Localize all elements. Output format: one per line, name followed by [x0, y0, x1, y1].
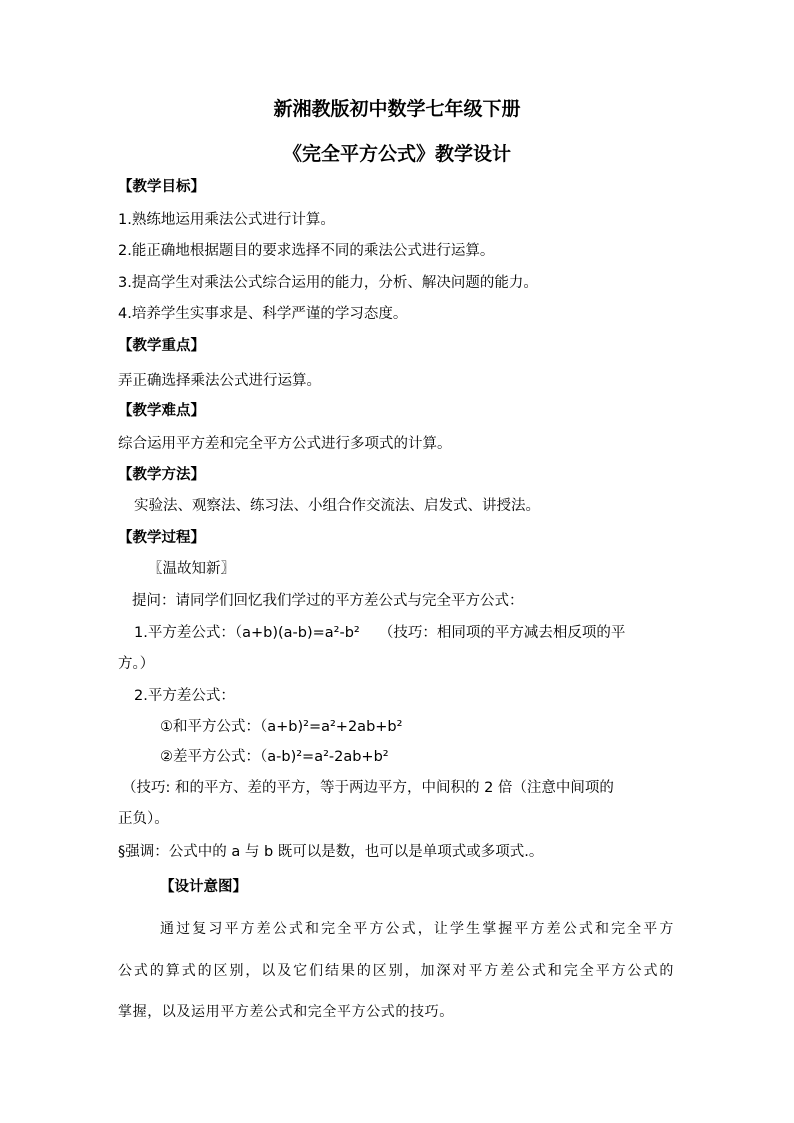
document-title: 新湘教版初中数学七年级下册 — [273, 98, 521, 120]
review-subtitle: 〖温故知新〗 — [148, 561, 235, 577]
difficulties-text: 综合运用平方差和完全平方公式进行多项式的计算。 — [118, 436, 452, 452]
document-subtitle: 《完全平方公式》教学设计 — [282, 143, 511, 165]
section-heading-objectives: 【教学目标】 — [118, 179, 205, 195]
formula-tip-continued: 正负）。 — [118, 811, 169, 827]
design-intent-line: 公式的算式的区别，以及它们结果的区别，加深对平方差公式和完全平方公式的 — [118, 963, 674, 979]
section-heading-design-intent: 【设计意图】 — [160, 878, 247, 895]
formula-item-1-continued: 方。） — [118, 656, 155, 672]
design-intent-line: 通过复习平方差公式和完全平方公式，让学生掌握平方差公式和完全平方 — [160, 921, 674, 937]
objective-item: 4.培养学生实事求是、科学严谨的学习态度。 — [118, 306, 408, 322]
section-heading-key-points: 【教学重点】 — [118, 338, 205, 354]
formula-item-1: 1.平方差公式：（a+b)(a-b)=a²-b² （技巧：相同项的平方减去相反项的平 — [134, 625, 626, 641]
design-intent-line: 掌握，以及运用平方差公式和完全平方公式的技巧。 — [118, 1004, 454, 1020]
section-heading-process: 【教学过程】 — [118, 530, 205, 546]
formula-item-2: 2.平方差公式： — [134, 688, 235, 704]
emphasis-note: §强调：公式中的 a 与 b 既可以是数，也可以是单项式或多项式.。 — [118, 844, 544, 860]
formula-square-of-sum: ①和平方公式：（a+b)²=a²+2ab+b² — [160, 719, 403, 735]
section-heading-difficulties: 【教学难点】 — [118, 403, 205, 419]
review-question: 提问：请同学们回忆我们学过的平方差公式与完全平方公式： — [132, 593, 524, 609]
key-points-text: 弄正确选择乘法公式进行运算。 — [118, 373, 321, 389]
objective-item: 1.熟练地运用乘法公式进行计算。 — [118, 212, 335, 228]
section-heading-methods: 【教学方法】 — [118, 467, 205, 483]
methods-text: 实验法、观察法、练习法、小组合作交流法、启发式、讲授法。 — [134, 498, 540, 514]
formula-tip: （技巧: 和的平方、差的平方，等于两边平方，中间积的 2 倍（注意中间项的 — [122, 780, 614, 796]
objective-item: 3.提高学生对乘法公式综合运用的能力，分析、解决问题的能力。 — [118, 275, 538, 291]
formula-square-of-difference: ②差平方公式：（a-b)²=a²-2ab+b² — [160, 749, 389, 765]
objective-item: 2.能正确地根据题目的要求选择不同的乘法公式进行运算。 — [118, 243, 495, 259]
